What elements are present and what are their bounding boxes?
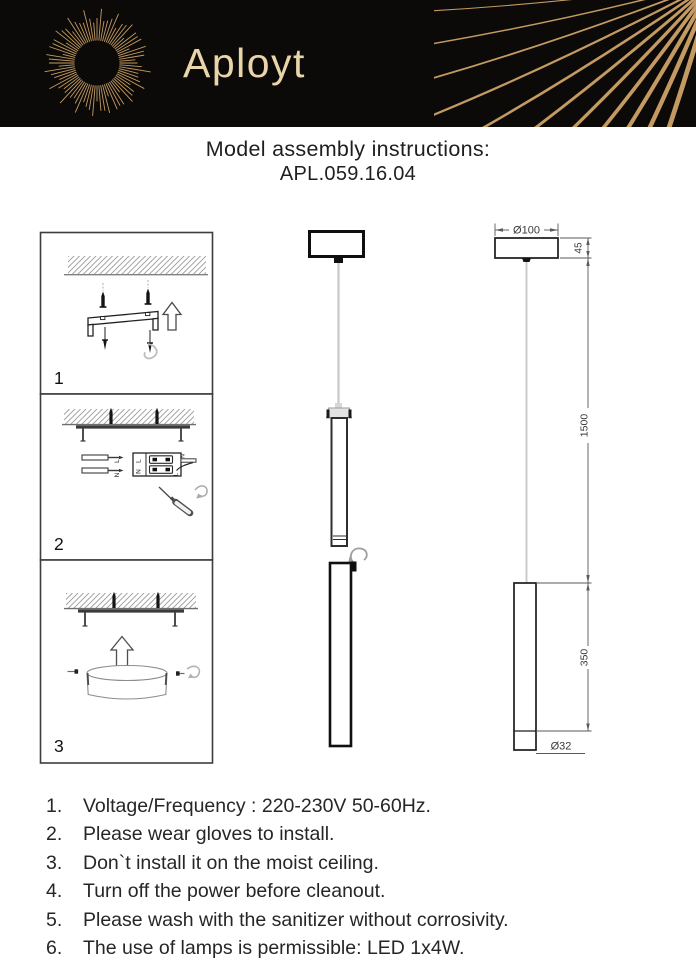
instruction-item bbox=[46, 908, 686, 931]
instruction-item bbox=[46, 882, 686, 902]
instruction-item bbox=[46, 936, 686, 959]
cable-fitting bbox=[327, 408, 352, 418]
instruction-text: Please wear gloves to install. bbox=[83, 823, 335, 846]
step-number: 2 bbox=[54, 534, 64, 554]
ceiling-hatch bbox=[64, 409, 194, 424]
instruction-text: Voltage/Frequency : 220-230V 50-60Hz. bbox=[83, 795, 431, 817]
step-number: 1 bbox=[54, 368, 64, 388]
instruction-number: 6. bbox=[46, 936, 63, 959]
instruction-number: 4. bbox=[46, 880, 63, 903]
instruction-text: The use of lamps is permissible: LED 1x4W. bbox=[83, 936, 465, 959]
instruction-number: 2. bbox=[46, 823, 63, 846]
dim-label-canopy-height: 45 bbox=[573, 242, 585, 254]
dimension-lines bbox=[495, 224, 592, 754]
instruction-number: 1. bbox=[46, 795, 63, 817]
instruction-text: Please wash with the sanitizer without corrosivity. bbox=[83, 908, 509, 931]
title-block bbox=[0, 136, 696, 187]
cable-stop bbox=[335, 403, 342, 408]
ceiling-hatch bbox=[66, 593, 196, 608]
brand-name: Aployt bbox=[183, 40, 306, 86]
cable-gland bbox=[522, 258, 531, 262]
header-banner bbox=[0, 0, 696, 127]
step-panels-frame bbox=[41, 233, 213, 764]
terminal-label-neutral: N bbox=[135, 469, 143, 474]
dim-label-canopy-diameter: Ø100 bbox=[513, 224, 540, 237]
ceiling-hatch bbox=[68, 256, 206, 274]
wire-label-neutral: N bbox=[114, 472, 121, 478]
lamp-body-side-view bbox=[514, 583, 536, 750]
instruction-item bbox=[46, 825, 686, 845]
dim-label-body-diameter: Ø32 bbox=[550, 740, 572, 753]
dimensioned-view bbox=[495, 224, 592, 754]
wire-label-live: L bbox=[114, 459, 121, 463]
sunburst-logo-icon bbox=[0, 0, 190, 127]
assembly-diagram bbox=[0, 210, 696, 770]
pendant-assembly-view bbox=[310, 232, 367, 747]
lamp-body-tube bbox=[330, 563, 351, 746]
instruction-text: Turn off the power before cleanout. bbox=[83, 880, 386, 903]
upper-rod bbox=[332, 418, 348, 546]
screw-rotate-arrow-icon bbox=[348, 548, 367, 564]
corner-rays-decoration-icon bbox=[434, 0, 696, 127]
dim-label-body-height: 350 bbox=[578, 648, 591, 667]
terminal-label-live: L bbox=[135, 459, 143, 463]
terminal-label-right-bottom: L bbox=[173, 472, 180, 477]
instruction-text: Don`t install it on the moist ceiling. bbox=[83, 851, 379, 874]
instruction-number: 5. bbox=[46, 908, 63, 931]
page-title: Model assembly instructions: bbox=[205, 137, 491, 161]
canopy-side-view bbox=[495, 238, 558, 258]
step-number: 3 bbox=[54, 736, 64, 756]
canopy bbox=[310, 232, 364, 257]
terminal-label-right-top: N bbox=[180, 454, 187, 458]
instruction-item bbox=[46, 851, 686, 874]
cable-gland bbox=[334, 257, 343, 264]
dim-label-suspension-length: 1500 bbox=[578, 413, 591, 438]
instruction-number: 3. bbox=[46, 851, 63, 874]
instruction-item bbox=[46, 797, 686, 817]
model-number: APL.059.16.04 bbox=[279, 163, 417, 185]
instructions-list bbox=[46, 797, 686, 967]
